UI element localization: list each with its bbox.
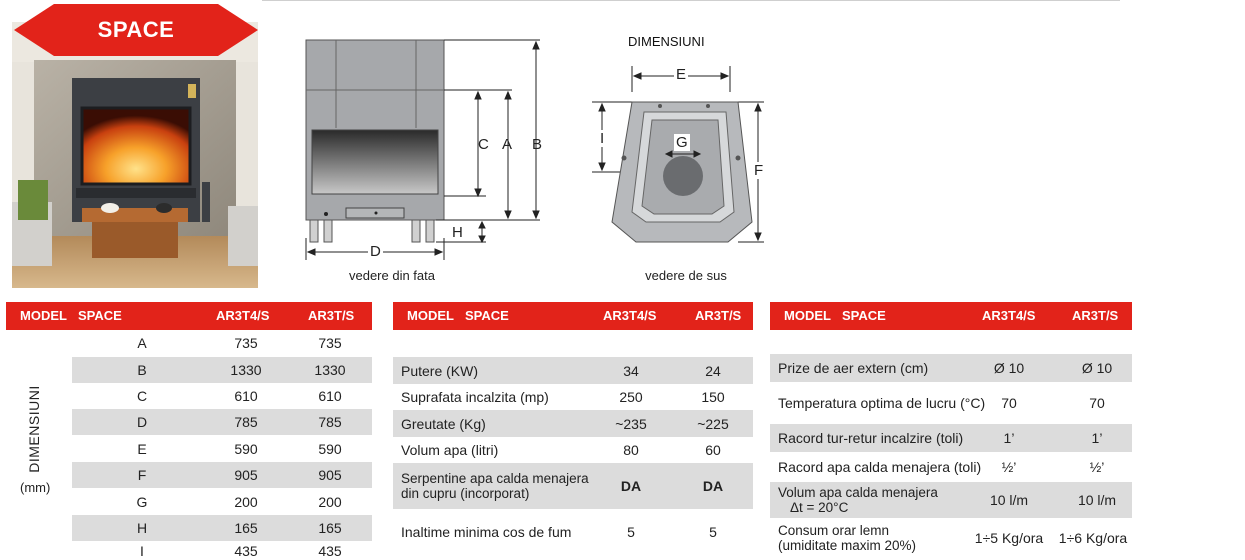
value-col2: 610 (318, 388, 342, 404)
value-col2: 10 l/m (1077, 492, 1117, 508)
value-col1: 735 (234, 335, 258, 351)
header-model: MODEL (407, 308, 454, 323)
dimension-key: H (136, 520, 148, 536)
header-space: SPACE (842, 308, 886, 323)
unit-label: (mm) (20, 480, 51, 495)
value-col2: ~225 (697, 415, 729, 432)
value-col2: 905 (318, 467, 342, 483)
row-label: Racord tur-retur incalzire (toli) (778, 430, 964, 446)
row-label-line2: Δt = 20°C (790, 500, 849, 515)
table-row (770, 518, 1132, 558)
row-label: Putere (KW) (401, 362, 479, 379)
space-banner (14, 4, 258, 56)
header-space: SPACE (465, 308, 509, 323)
row-label-line1: Serpentine apa calda menajera (401, 471, 589, 486)
table-row (393, 463, 753, 509)
value-col1: 5 (627, 523, 635, 540)
row-label-line1: Consum orar lemn (778, 523, 890, 538)
value-col2: 1÷6 Kg/ora (1058, 530, 1128, 546)
table-row (393, 509, 753, 554)
value-col1: 250 (619, 389, 643, 405)
value-col2: 200 (318, 494, 342, 510)
connections-table (770, 302, 1132, 558)
value-col2: 785 (318, 414, 342, 430)
value-col2: DA (702, 478, 724, 494)
dim-label-c: C (478, 136, 489, 153)
table-row (770, 382, 1132, 424)
value-col2: 60 (705, 442, 721, 458)
dim-label-i: I (600, 130, 605, 147)
table-row (770, 482, 1132, 518)
dimensions-title: DIMENSIUNI (628, 34, 705, 49)
dim-label-e: E (676, 66, 687, 83)
dimension-key: A (137, 335, 147, 351)
header-col1: AR3T4/S (982, 308, 1036, 323)
dimension-key: E (137, 441, 147, 457)
dim-label-g: G (676, 134, 688, 151)
value-col2: 735 (318, 335, 342, 351)
table-row (72, 357, 372, 383)
header-col2: AR3T/S (308, 308, 355, 323)
table-row (72, 383, 372, 409)
table-row (72, 515, 372, 541)
performance-table (393, 302, 753, 554)
product-photo (12, 22, 258, 288)
value-col1: 905 (234, 467, 258, 483)
row-label (778, 482, 988, 518)
value-col1: 10 l/m (989, 492, 1029, 508)
row-label-line1: Volum apa calda menajera (778, 485, 938, 500)
value-col1: 70 (1001, 395, 1017, 411)
table-row (72, 489, 372, 515)
row-label: Racord apa calda menajera (toli) (778, 459, 982, 475)
value-col1: 34 (623, 362, 639, 379)
table-row (770, 354, 1132, 382)
value-col1: ~235 (615, 415, 647, 432)
row-label (401, 463, 611, 509)
table-row (72, 436, 372, 462)
row-label: Greutate (Kg) (401, 415, 486, 432)
value-col2: 150 (701, 389, 725, 405)
header-col1: AR3T4/S (216, 308, 270, 323)
header-col2: AR3T/S (1072, 308, 1119, 323)
dim-label-a: A (502, 136, 513, 153)
header-space: SPACE (78, 308, 122, 323)
dimensions-table (6, 302, 372, 560)
dimension-key: B (137, 362, 147, 378)
value-col1: 1÷5 Kg/ora (974, 530, 1044, 546)
value-col2: 590 (318, 441, 342, 457)
table-header (770, 302, 1132, 330)
table-row (770, 452, 1132, 482)
table-header (393, 302, 753, 330)
table-row (72, 541, 372, 560)
dim-label-h: H (452, 224, 463, 241)
dimension-key: I (140, 542, 144, 559)
table-row (72, 330, 372, 356)
value-col1: ½’ (1001, 459, 1017, 475)
front-view-caption: vedere din fata (348, 268, 435, 283)
row-label-line2: (umiditate maxim 20%) (778, 538, 917, 553)
value-col2: 435 (318, 542, 342, 559)
header-model: MODEL (20, 308, 67, 323)
header-col2: AR3T/S (695, 308, 742, 323)
value-col2: 1330 (314, 362, 346, 378)
value-col2: 1’ (1091, 430, 1103, 446)
row-label: Suprafata incalzita (mp) (401, 389, 549, 405)
value-col2: Ø 10 (1081, 360, 1113, 376)
banner-title: SPACE (97, 17, 175, 42)
value-col1: 590 (234, 441, 258, 457)
dimension-key: C (136, 388, 148, 404)
dimensions-side-label: DIMENSIUNI (26, 385, 42, 473)
table-row (393, 384, 753, 410)
value-col2: 70 (1089, 395, 1105, 411)
dim-label-b: B (532, 136, 543, 153)
table-row (393, 437, 753, 463)
dimension-key: G (136, 494, 148, 510)
value-col2: ½’ (1089, 459, 1105, 475)
value-col1: DA (620, 478, 642, 494)
value-col1: 1’ (1003, 430, 1015, 446)
table-row (770, 424, 1132, 452)
dim-label-f: F (754, 162, 764, 179)
header-col1: AR3T4/S (603, 308, 657, 323)
table-row (393, 357, 753, 384)
top-view-diagram (588, 62, 778, 252)
value-col1: 80 (623, 442, 639, 458)
row-label: Prize de aer extern (cm) (778, 360, 929, 376)
dim-label-d: D (370, 243, 381, 260)
front-view-diagram (296, 38, 566, 268)
header-model: MODEL (784, 308, 831, 323)
top-view-caption: vedere de sus (645, 268, 727, 283)
top-divider (262, 0, 1120, 1)
row-label: Temperatura optima de lucru (°C) (778, 395, 986, 411)
table-row (72, 409, 372, 435)
table-header (6, 302, 372, 330)
row-label (778, 518, 988, 558)
value-col1: 1330 (230, 362, 262, 378)
row-label: Volum apa (litri) (401, 442, 499, 458)
value-col1: 610 (234, 388, 258, 404)
value-col1: 165 (234, 520, 258, 536)
row-label-line2: din cupru (incorporat) (401, 486, 530, 501)
table-row (72, 462, 372, 488)
value-col2: 24 (705, 362, 721, 379)
value-col1: Ø 10 (993, 360, 1025, 376)
table-row (393, 410, 753, 437)
dimension-key: F (137, 467, 147, 483)
value-col2: 165 (318, 520, 342, 536)
value-col1: 435 (234, 542, 258, 559)
dimension-key: D (136, 414, 148, 430)
value-col2: 5 (709, 523, 717, 540)
value-col1: 785 (234, 414, 258, 430)
row-label: Inaltime minima cos de fum (401, 523, 572, 540)
value-col1: 200 (234, 494, 258, 510)
